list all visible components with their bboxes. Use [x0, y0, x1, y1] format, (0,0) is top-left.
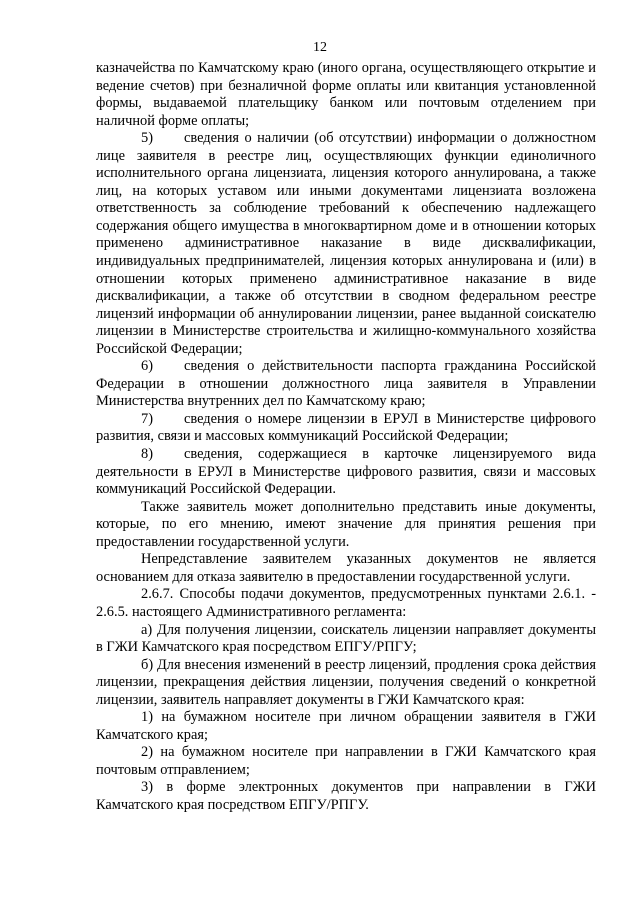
- paragraph-payment-receipt: [96, 60, 596, 130]
- page-number: 12: [313, 40, 327, 55]
- item-number: 6): [141, 358, 153, 375]
- item-number: 5): [141, 130, 153, 147]
- paragraph-b: б) Для внесения изменений в реестр лицензий, продления срока действия лицензии, прекращения действия лицензии, получения сведений о конкретной лицензии, заявитель направляет документы в ГЖИ Камчатского края:: [96, 656, 596, 708]
- list-item-5: [96, 130, 596, 358]
- paragraph-additional-docs: Также заявитель может дополнительно представить иные документы, которые, по его мнению, имеют значение для принятия решения при предоставлении государственной услуги.: [96, 498, 596, 550]
- paragraph-3: 3) в форме электронных документов при направлении в ГЖИ Камчатского края посредством ЕПГУ/РПГУ.: [96, 779, 596, 813]
- item-number: 8): [141, 446, 153, 463]
- document-body: [96, 60, 596, 815]
- paragraph-1: 1) на бумажном носителе при личном обращении заявителя в ГЖИ Камчатского края;: [96, 709, 596, 743]
- paragraph-non-submission: Непредставление заявителем указанных документов не является основанием для отказа заявителю в предоставлении государственной услуги.: [96, 551, 596, 585]
- paragraph-2-6-7: 2.6.7. Способы подачи документов, предусмотренных пунктами 2.6.1. - 2.6.5. настоящего Административного регламента:: [96, 586, 596, 620]
- list-item-8: [96, 446, 596, 499]
- paragraph-text: казначейства по Камчатскому краю (иного органа, осуществляющего открытие и ведение счетов) при безналичной форме оплаты или квитанция установленной формы, выдаваемой плательщику банком или почтовым отделением при наличной форме оплаты;: [96, 60, 596, 129]
- list-item-7: [96, 411, 596, 446]
- item-text: сведения о номере лицензии в ЕРУЛ в Министерстве цифрового развития, связи и массовых коммуникаций Российской Федерации;: [96, 410, 596, 445]
- item-text: сведения о действительности паспорта гражданина Российской Федерации в отношении должностного лица заявителя в Управлении Министерства внутренних дел по Камчатскому краю;: [96, 358, 596, 410]
- paragraph-2: 2) на бумажном носителе при направлении в ГЖИ Камчатского края почтовым отправлением;: [96, 744, 596, 778]
- item-number: 7): [141, 410, 153, 427]
- item-text: сведения, содержащиеся в карточке лицензируемого вида деятельности в ЕРУЛ в Министерстве цифрового развития, связи и массовых коммуникаций Российской Федерации.: [96, 446, 596, 498]
- item-text: сведения о наличии (об отсутствии) информации о должностном лице заявителя в реестре лиц, осуществляющих функции единоличного исполнительного органа лицензиата, лицензия которого аннулирована, а также лиц, на которых уставом или иными документами лицензиата возложена ответственность за соблюдение требований к обеспечению надлежащего содержания общего имущества в многоквартирном доме и в отношении которых применено административное наказание в виде дисквалификации, индивидуальных предпринимателей, лицензия которых аннулирована и (или) в отношении которых применено административное наказание в виде дисквалификации, а также об отсутствии в сводном федеральном реестре лицензий информации об аннулировании лицензии, ранее выданной соискателю лицензии в Министерстве строительства и жилищно-коммунального хозяйства Российской Федерации;: [96, 130, 596, 357]
- list-item-6: [96, 358, 596, 411]
- paragraph-a: а) Для получения лицензии, соискатель лицензии направляет документы в ГЖИ Камчатского края посредством ЕПГУ/РПГУ;: [96, 621, 596, 656]
